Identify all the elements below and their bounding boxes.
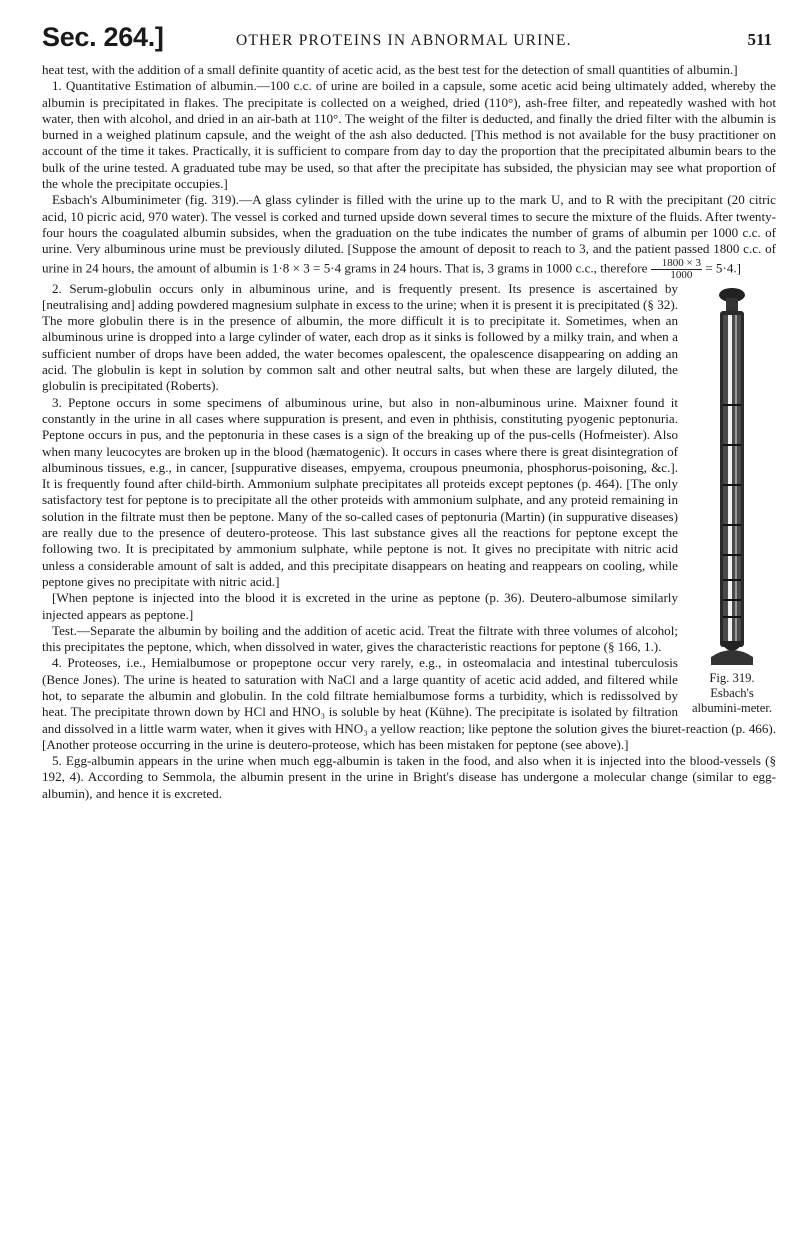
fraction-result: = 5·4.] [705,260,741,276]
paragraph: 2. Serum-globulin occurs only in albuminous urine, and is frequently present. Its presence is ascertained by [neutralising and] adding powdered magnesium sulphate in excess to the urine; when it is present it is precipitated (§ 32). The more globulin there is in the presence of albumin, the more difficult it is to precipitate it. Sometimes, when an albuminous urine is dropped into a large cylinder of water, each drop as it sinks is followed by a milky train, and when a sufficient number of drops have been added, the water becomes opalescent, the opalescence disappearing on adding an acid. The globulin is kept in solution by common salt and other neutral salts, but when these are largely diluted, the globulin is precipitated (Roberts). [42,280,678,394]
esbach-text: Esbach's Albuminimeter (fig. 319).—A glass cylinder is filled with the urine up to the mark U, and to R with the precipitant (20 citric acid, 10 picric acid, 970 water). The vessel is corked and turned upside down several times to secure the mixture of the fluids. After twenty-four hours the coagulated albumin subsides, when the graduation on the tube indicates the number of grams of albumin per 1000 c.c. of urine. Very albuminous urine must be previously diluted. [Suppose the amount of deposit to reach to 3, and the patient passed 1800 c.c. of urine in 24 hours, the amount of albumin is 1·8 × 3 = 5·4 grams in 24 hours. That is, 3 grams in 1000 c.c., therefore [42,192,776,276]
albuminimeter-illustration [703,285,761,667]
figure-caption: Esbach's albumini-meter. [691,685,773,715]
paragraph: 5. Egg-albumin appears in the urine when much egg-albumin is taken in the food, and also when it is injected into the blood-vessels (§ 192, 4). According to Semmola, the albumin present in the urine in Bright's disease has undergone a molecular change (similar to egg-albumin), and hence it is excreted. [42,753,776,801]
paragraph: Test.—Separate the albumin by boiling and the addition of acetic acid. Treat the filtrate with three volumes of alcohol; this precipitates the peptone, which, when dissolved in water, gives the characteristic reactions for peptone (§ 166, 1.). [42,622,678,655]
paragraph-esbach [42,192,776,280]
paragraph: 4. Proteoses, i.e., Hemialbumose or propeptone occur very rarely, e.g., in osteomalacia and intestinal tuberculosis (Bence Jones). The urine is heated to saturation with NaCl and a large quantity of acetic acid added, and filtered while hot, to separate the albumin and globulin. In the cold filtrate hemialbumose forms a turbidity, which is redissolved by heat. The precipitate thrown down by HCl and HNO₃ is soluble by heat (Kühne). The precipitate is isolated by filtration and dissolved in a little warm water, when it gives with HNO₃ a yellow reaction; like peptone the solution gives the biuret-reaction (p. 466). [Another proteose occurring in the urine is deutero-proteose, which has been mistaken for peptone (see above).] [42,655,776,752]
body-text [42,62,776,802]
fraction [651,258,702,281]
paragraph: [When peptone is injected into the blood it is excreted in the urine as peptone (p. 36). Deutero-albumose similarly injected appears as peptone.] [42,590,678,622]
page-number: 511 [747,30,772,49]
page [42,22,776,802]
section-label: Sec. 264.] [42,22,164,52]
paragraph: 1. Quantitative Estimation of albumin.—100 c.c. of urine are boiled in a capsule, some acetic acid being ultimately added, whereby the albumin is precipitated in flakes. The precipitate is collected on a weighed, dried (110°), ash-free filter, and repeatedly washed with hot water, then with alcohol, and dried in an air-bath at 110°. The weight of the filter is deducted, and finally the dried filter with the albumin is burned in a weighed platinum capsule, and the weight of the ash also deducted. [This method is not available for the busy practitioner on account of the time it takes. Practically, it is sufficient to compare from day to day the proportion that the precipitated albumin bears to the bulk of the urine tested. A graduated tube may be used, so that after the precipitate has subsided, the physician may see what proportion of the whole the precipitate occupies.] [42,78,776,192]
fraction-denominator: 1000 [670,268,693,281]
figure-label: Fig. 319. [709,670,755,685]
paragraph: 3. Peptone occurs in some specimens of albuminous urine, but also in non-albuminous urine. Maixner found it constantly in the urine in all cases where suppuration is present, and even in phthisis, constituting pyogenic peptonuria. Peptone occurs in pus, and the peptonuria in these cases is a sign of the breaking up of the pus-cells (Hofmeister). Also when many leucocytes are broken up in the blood (hæmatogenic). It occurs in cases where there is great disintegration of albuminous tissues, e.g., in cancer, [suppurative diseases, empyema, croupous pneumonia, phosphorus-poisoning, &c.]. It is frequently found after child-birth. Ammonium sulphate precipitates all proteids except peptones (p. 464). [The only satisfactory test for peptone is to precipitate all the other proteids with ammonium sulphate, and any proteid remaining in solution in the filtrate must then be peptone. Many of the so-called cases of peptonuria (Martin) (in suppurative diseases) are really due to the presence of deutero-proteose. This last substance gives all the reactions for peptone except the following two. It is precipitated by ammonium sulphate, while peptone is not. It gives no precipitate with nitric acid unless a considerable amount of salt is added, and this precipitate disappears on heating and reappears on cooling, while peptone gives no precipitate with nitric acid.] [42,394,678,589]
fraction-numerator: 1800 × 3 [651,258,702,270]
running-title: OTHER PROTEINS IN ABNORMAL URINE. [236,32,572,49]
running-header [42,22,776,62]
figure-319 [688,281,776,716]
paragraph: heat test, with the addition of a small definite quantity of acetic acid, as the best test for the detection of small quantities of albumin.] [42,62,738,77]
